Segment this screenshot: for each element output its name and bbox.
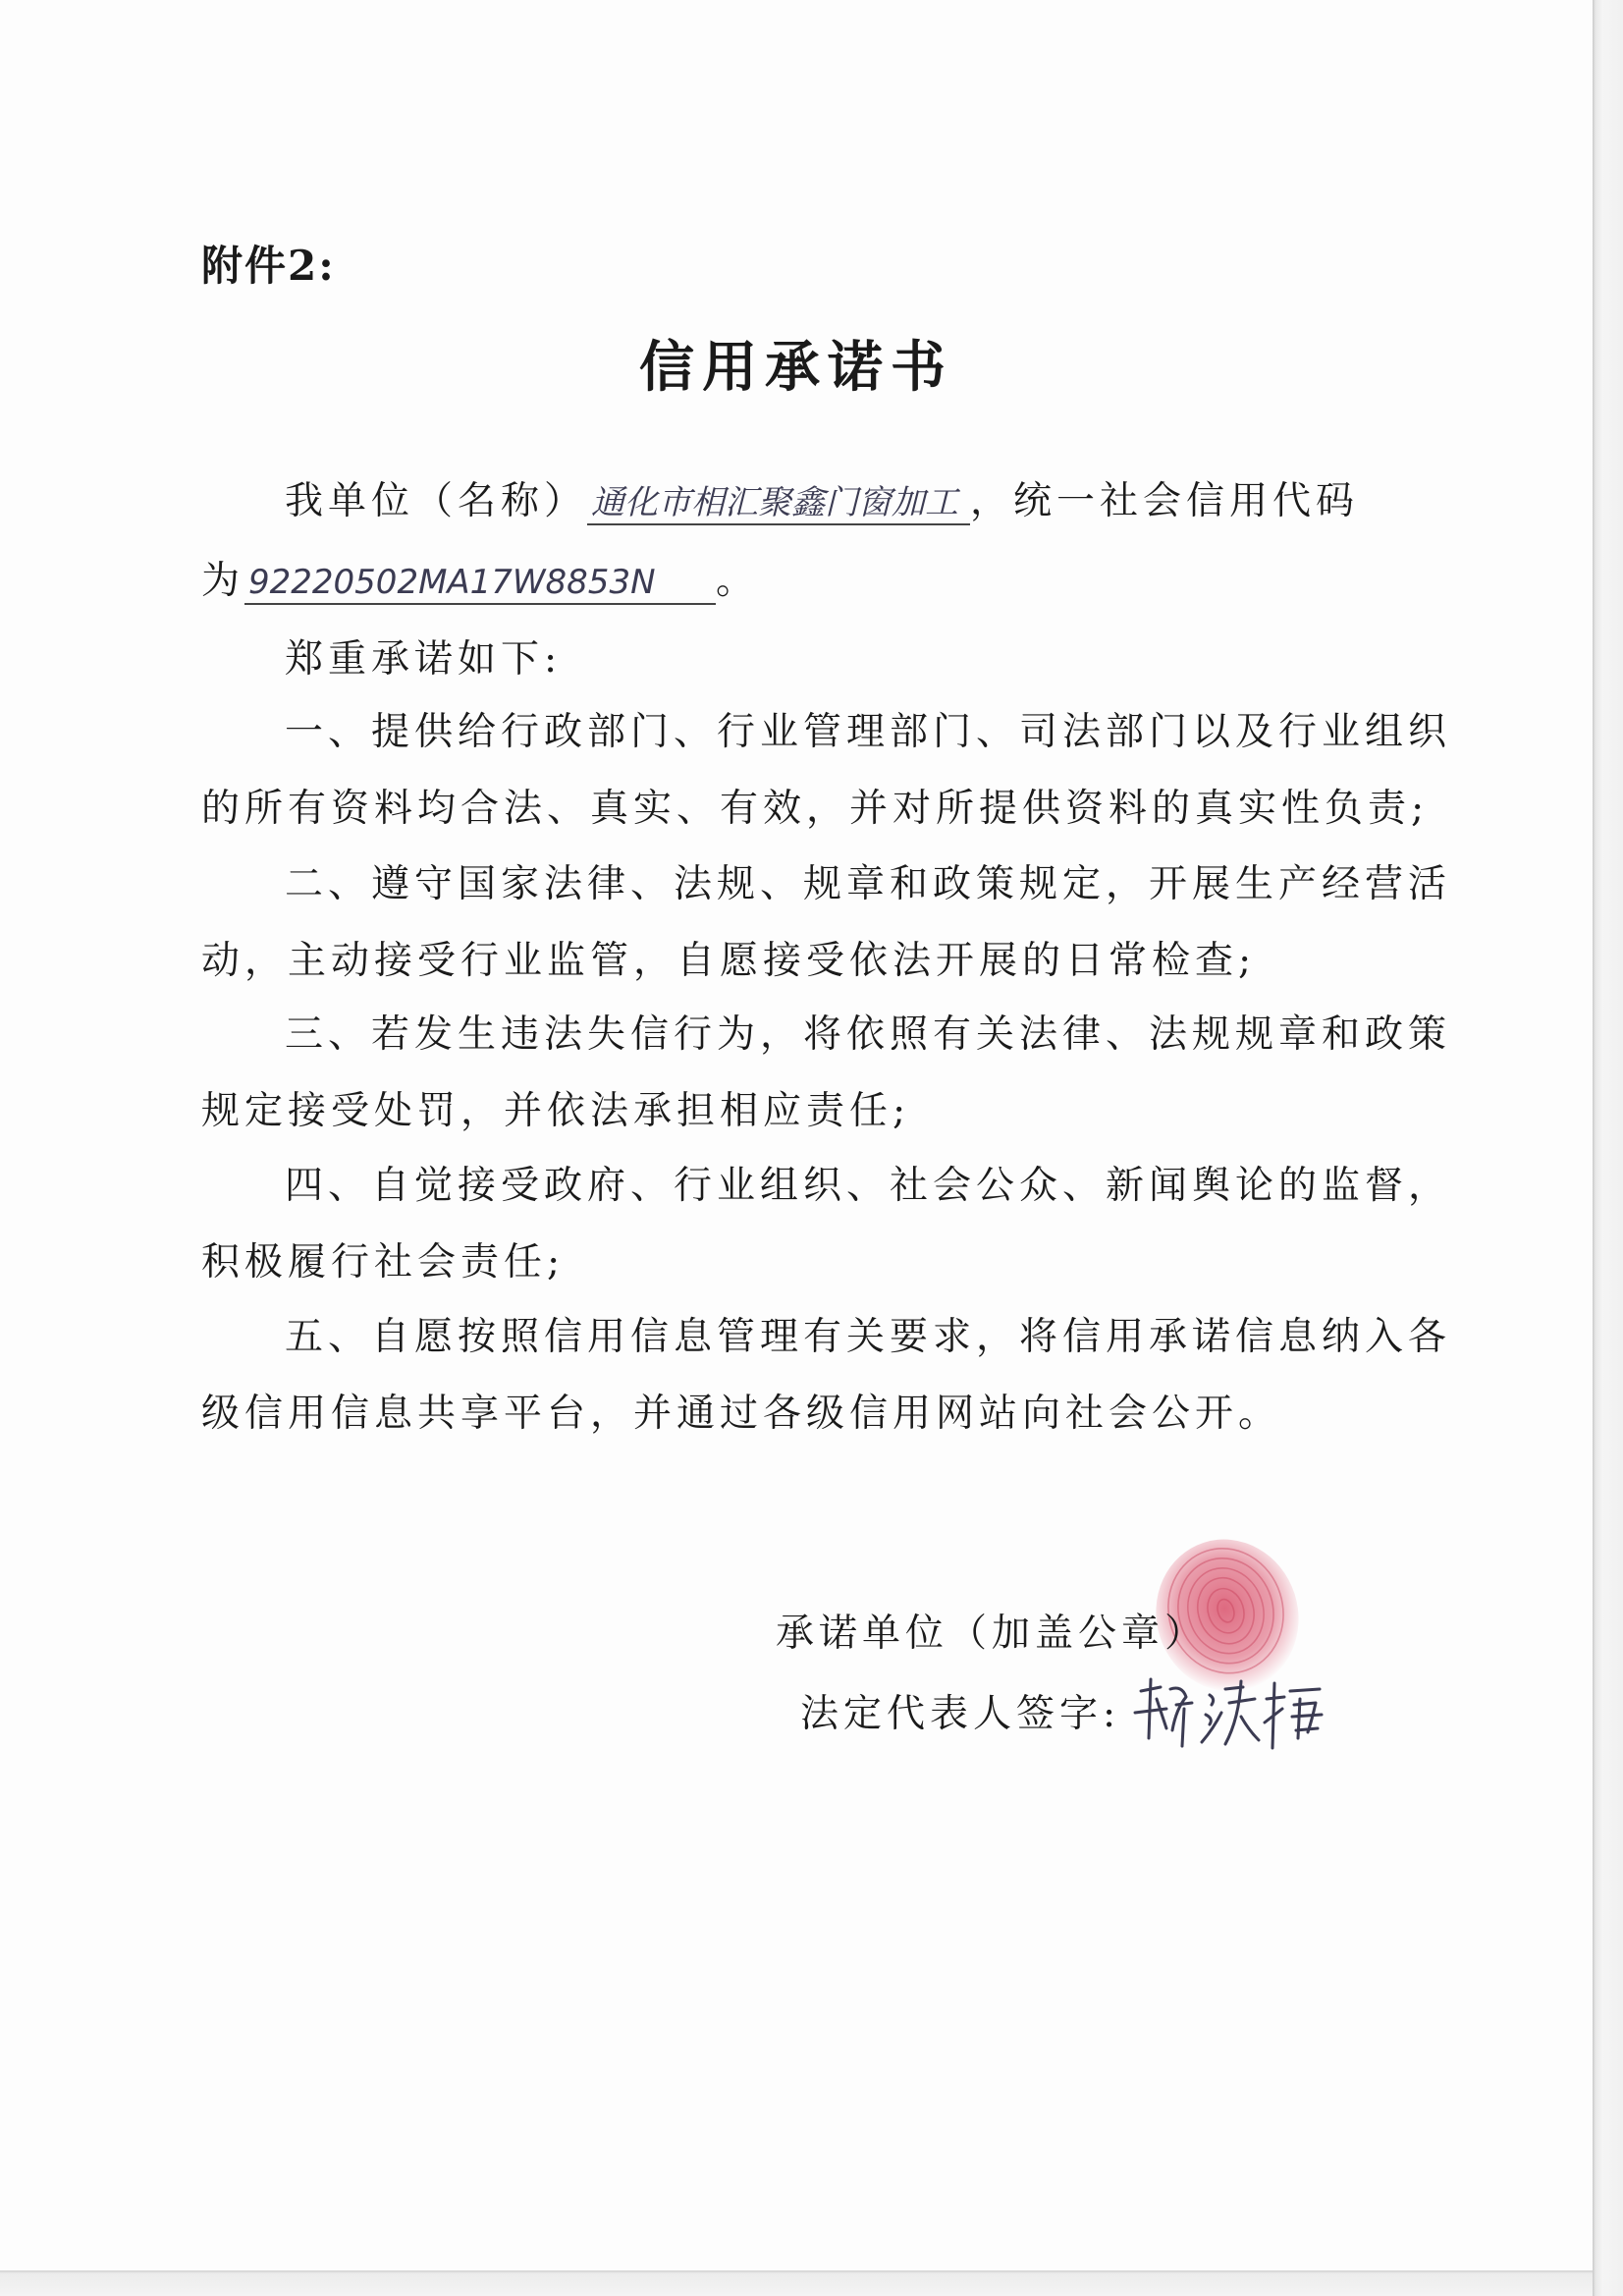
clause-5-line-2: 级信用信息共享平台，并通过各级信用网站向社会公开。 xyxy=(201,1392,1282,1436)
credit-code-handwritten: 92220502MA17W8853N xyxy=(244,562,716,605)
clause-2-line-2: 动，主动接受行业监管，自愿接受依法开展的日常检查; xyxy=(201,939,1257,983)
clause-4-line-2: 积极履行社会责任; xyxy=(201,1240,566,1285)
code-prefix: 为 xyxy=(201,559,245,603)
legal-rep-label: 法定代表人签字: xyxy=(800,1692,1121,1736)
promising-unit-label: 承诺单位（加盖公章） xyxy=(776,1612,1209,1656)
commit-heading: 郑重承诺如下: xyxy=(285,637,563,682)
clause-4-line-1: 四、自觉接受政府、行业组织、社会公众、新闻舆论的监督， xyxy=(285,1164,1452,1208)
clause-3-line-2: 规定接受处罚，并依法承担相应责任; xyxy=(201,1089,911,1133)
attachment-label: 附件2: xyxy=(201,242,336,290)
intro-prefix: 我单位（名称） xyxy=(285,479,588,523)
scan-edge-bottom xyxy=(0,2270,1593,2296)
intro-middle: ，统一社会信用代码 xyxy=(970,479,1360,523)
intro-line-1 xyxy=(285,478,1359,525)
clause-1-line-1: 一、提供给行政部门、行业管理部门、司法部门以及行业组织 xyxy=(285,710,1452,754)
unit-name-handwritten: 通化市相汇聚鑫门窗加工 xyxy=(587,482,970,525)
intro-suffix: 。 xyxy=(716,559,760,603)
document-title: 信用承诺书 xyxy=(639,335,953,400)
clause-1-line-2: 的所有资料均合法、真实、有效，并对所提供资料的真实性负责; xyxy=(201,787,1430,831)
clause-2-line-1: 二、遵守国家法律、法规、规章和政策规定，开展生产经营活 xyxy=(285,862,1452,906)
clause-5-line-1: 五、自愿按照信用信息管理有关要求，将信用承诺信息纳入各 xyxy=(285,1315,1452,1359)
clause-3-line-1: 三、若发生违法失信行为，将依照有关法律、法规规章和政策 xyxy=(285,1012,1452,1057)
scan-edge-right xyxy=(1593,0,1623,2296)
intro-line-2 xyxy=(201,558,759,605)
handwritten-signature xyxy=(1127,1669,1328,1758)
